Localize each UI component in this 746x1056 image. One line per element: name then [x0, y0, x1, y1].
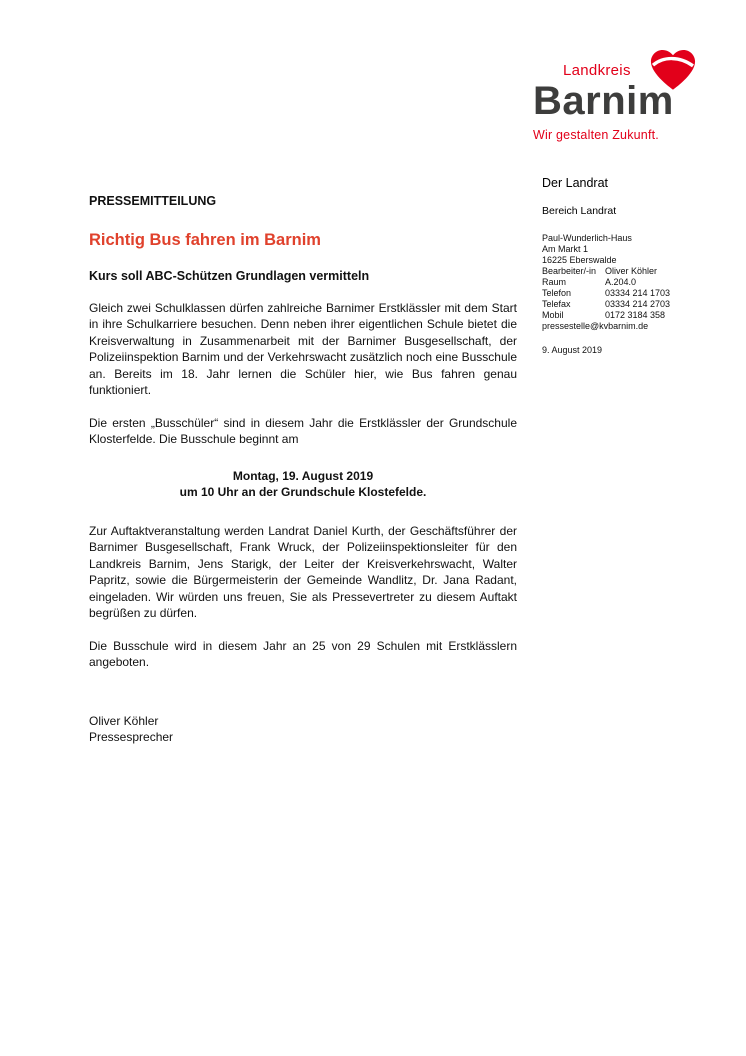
contact-label: Bearbeiter/-in — [542, 266, 597, 276]
contact-value: Oliver Köhler — [605, 266, 658, 276]
event-location-line: um 10 Uhr an der Grundschule Klostefelde. — [179, 485, 427, 499]
logo-landkreis-text: Landkreis — [563, 62, 631, 79]
contact-row — [542, 277, 707, 288]
contact-row — [542, 266, 707, 277]
contact-label: Raum — [542, 277, 567, 287]
body-paragraph: Die ersten „Busschüler“ sind in diesem Jahr die Erstklässler der Grundschule Klosterfelde. Die Busschule beginnt am — [89, 415, 517, 446]
document-subtitle: Kurs soll ABC-Schützen Grundlagen vermitteln — [89, 269, 370, 283]
body-paragraph: Zur Auftaktveranstaltung werden Landrat Daniel Kurth, der Geschäftsführer der Barnimer Busgesellschaft, Frank Wruck, der Polizeiinspektionsleiter für den Landkreis Barnim, Jens Starigk, der Leiter der Kreisverkehrswacht, Walter Papritz, sowie die Bürgermeisterin der Gemeinde Wandlitz, Dr. Jana Radant, eingeladen. Wir würden uns freuen, Sie als Pressevertreter zu diesem Auftakt begrüßen zu dürfen. — [89, 523, 517, 620]
address-line: 16225 Eberswalde — [542, 255, 617, 265]
press-office-email: pressestelle@kvbarnim.de — [542, 321, 649, 331]
landkreis-barnim-logo — [533, 52, 699, 142]
department-title: Der Landrat — [542, 176, 609, 190]
signature-role: Pressesprecher — [89, 730, 174, 744]
event-date-highlight — [89, 468, 517, 501]
contact-row — [542, 310, 707, 321]
document-kicker: PRESSEMITTEILUNG — [89, 194, 217, 208]
signature-block — [89, 713, 517, 746]
contact-row — [542, 288, 707, 299]
release-date: 9. August 2019 — [542, 345, 603, 355]
logo-top-row — [533, 52, 699, 82]
contact-value: A.204.0 — [605, 277, 637, 287]
event-date-line: Montag, 19. August 2019 — [232, 468, 374, 483]
address-line: Am Markt 1 — [542, 244, 589, 254]
heart-icon — [649, 50, 697, 90]
body-paragraph: Gleich zwei Schulklassen dürfen zahlreiche Barnimer Erstklässler mit dem Start in ihre Schulkarriere besuchen. Denn neben ihrer eigentlichen Schule bietet die Kreisverwaltung in Zusammenarbeit mit der Barnimer Busgesellschaft, der Polizeiinspektion Barnim und der Verkehrswacht zusätzlich noch eine Busschule an. Bereits im 18. Jahr lernen die Schüler hier, wie Bus fahren genau funktioniert. — [89, 300, 517, 397]
address-block — [542, 233, 707, 332]
contact-sidebar — [542, 176, 707, 356]
press-release-body — [89, 193, 517, 746]
department-subtitle: Bereich Landrat — [542, 205, 617, 217]
contact-label: Mobil — [542, 310, 564, 320]
body-paragraph: Die Busschule wird in diesem Jahr an 25 von 29 Schulen mit Erstklässlern angeboten. — [89, 638, 517, 669]
signature-name: Oliver Köhler — [89, 713, 159, 728]
page-title: Richtig Bus fahren im Barnim — [89, 230, 321, 249]
contact-value: 0172 3184 358 — [605, 310, 666, 320]
logo-tagline: Wir gestalten Zukunft. — [533, 128, 659, 142]
contact-label: Telefax — [542, 299, 571, 309]
contact-value: 03334 214 1703 — [605, 288, 671, 298]
logo-barnim-text: Barnim — [533, 79, 674, 123]
address-line: Paul-Wunderlich-Haus — [542, 233, 632, 243]
contact-label: Telefon — [542, 288, 572, 298]
contact-row — [542, 299, 707, 310]
contact-value: 03334 214 2703 — [605, 299, 671, 309]
